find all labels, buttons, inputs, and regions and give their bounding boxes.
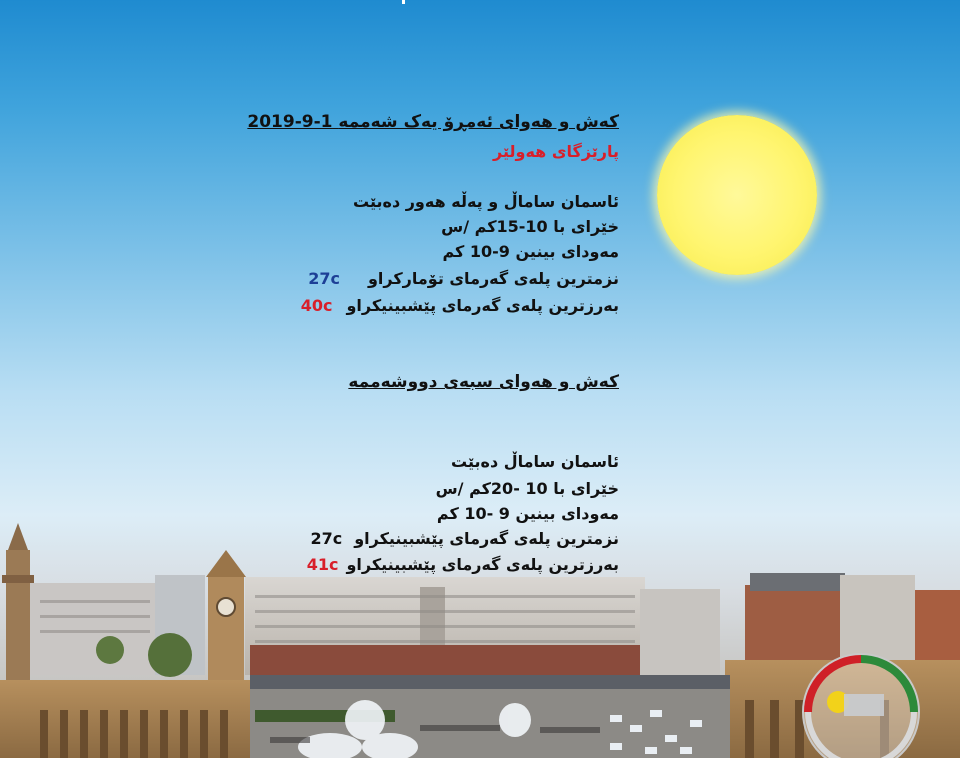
tomorrow-visibility: مەودای بینین 9 -10 کم <box>436 504 619 523</box>
today-min-label: نزمترین پلەی گەرمای تۆمارکراو <box>367 269 619 288</box>
today-min-value: 27c <box>308 269 340 288</box>
today-sky: ئاسمان ساماڵ و پەڵە هەور دەبێت <box>353 192 619 211</box>
tomorrow-max-value: 41c <box>306 555 339 574</box>
sun-icon <box>657 115 817 275</box>
today-max-value: 40c <box>300 296 333 315</box>
tomorrow-wind: خێرای با 10 -20کم /س <box>435 479 619 498</box>
today-heading-text: کەش و هەوای ئەمڕۆ یەک شەممە <box>338 112 619 132</box>
tomorrow-max-label: بەرزترین پلەی گەرمای پێشبینیکراو <box>346 555 619 574</box>
tomorrow-heading: کەش و هەوای سبەی دووشەممە <box>348 372 619 392</box>
tomorrow-min-value: 27c <box>310 529 343 548</box>
today-max-temp <box>301 294 619 318</box>
circular-emblem-logo <box>796 650 926 758</box>
today-wind: خێرای با 10-15کم /س <box>441 217 619 236</box>
today-date: 2019-9-1 <box>247 112 333 132</box>
today-heading <box>247 110 619 134</box>
tomorrow-min-label: نزمترین پلەی گەرمای پێشبینیکراو <box>354 529 619 548</box>
region-name: پارێزگای هەولێر <box>493 142 619 161</box>
today-max-label: بەرزترین پلەی گەرمای پێشبینیکراو <box>346 296 619 315</box>
top-mark <box>402 0 405 4</box>
tomorrow-sky: ئاسمان ساماڵ دەبێت <box>451 452 619 471</box>
today-min-temp <box>308 267 619 291</box>
today-visibility: مەودای بینین 9-10 کم <box>442 242 619 261</box>
